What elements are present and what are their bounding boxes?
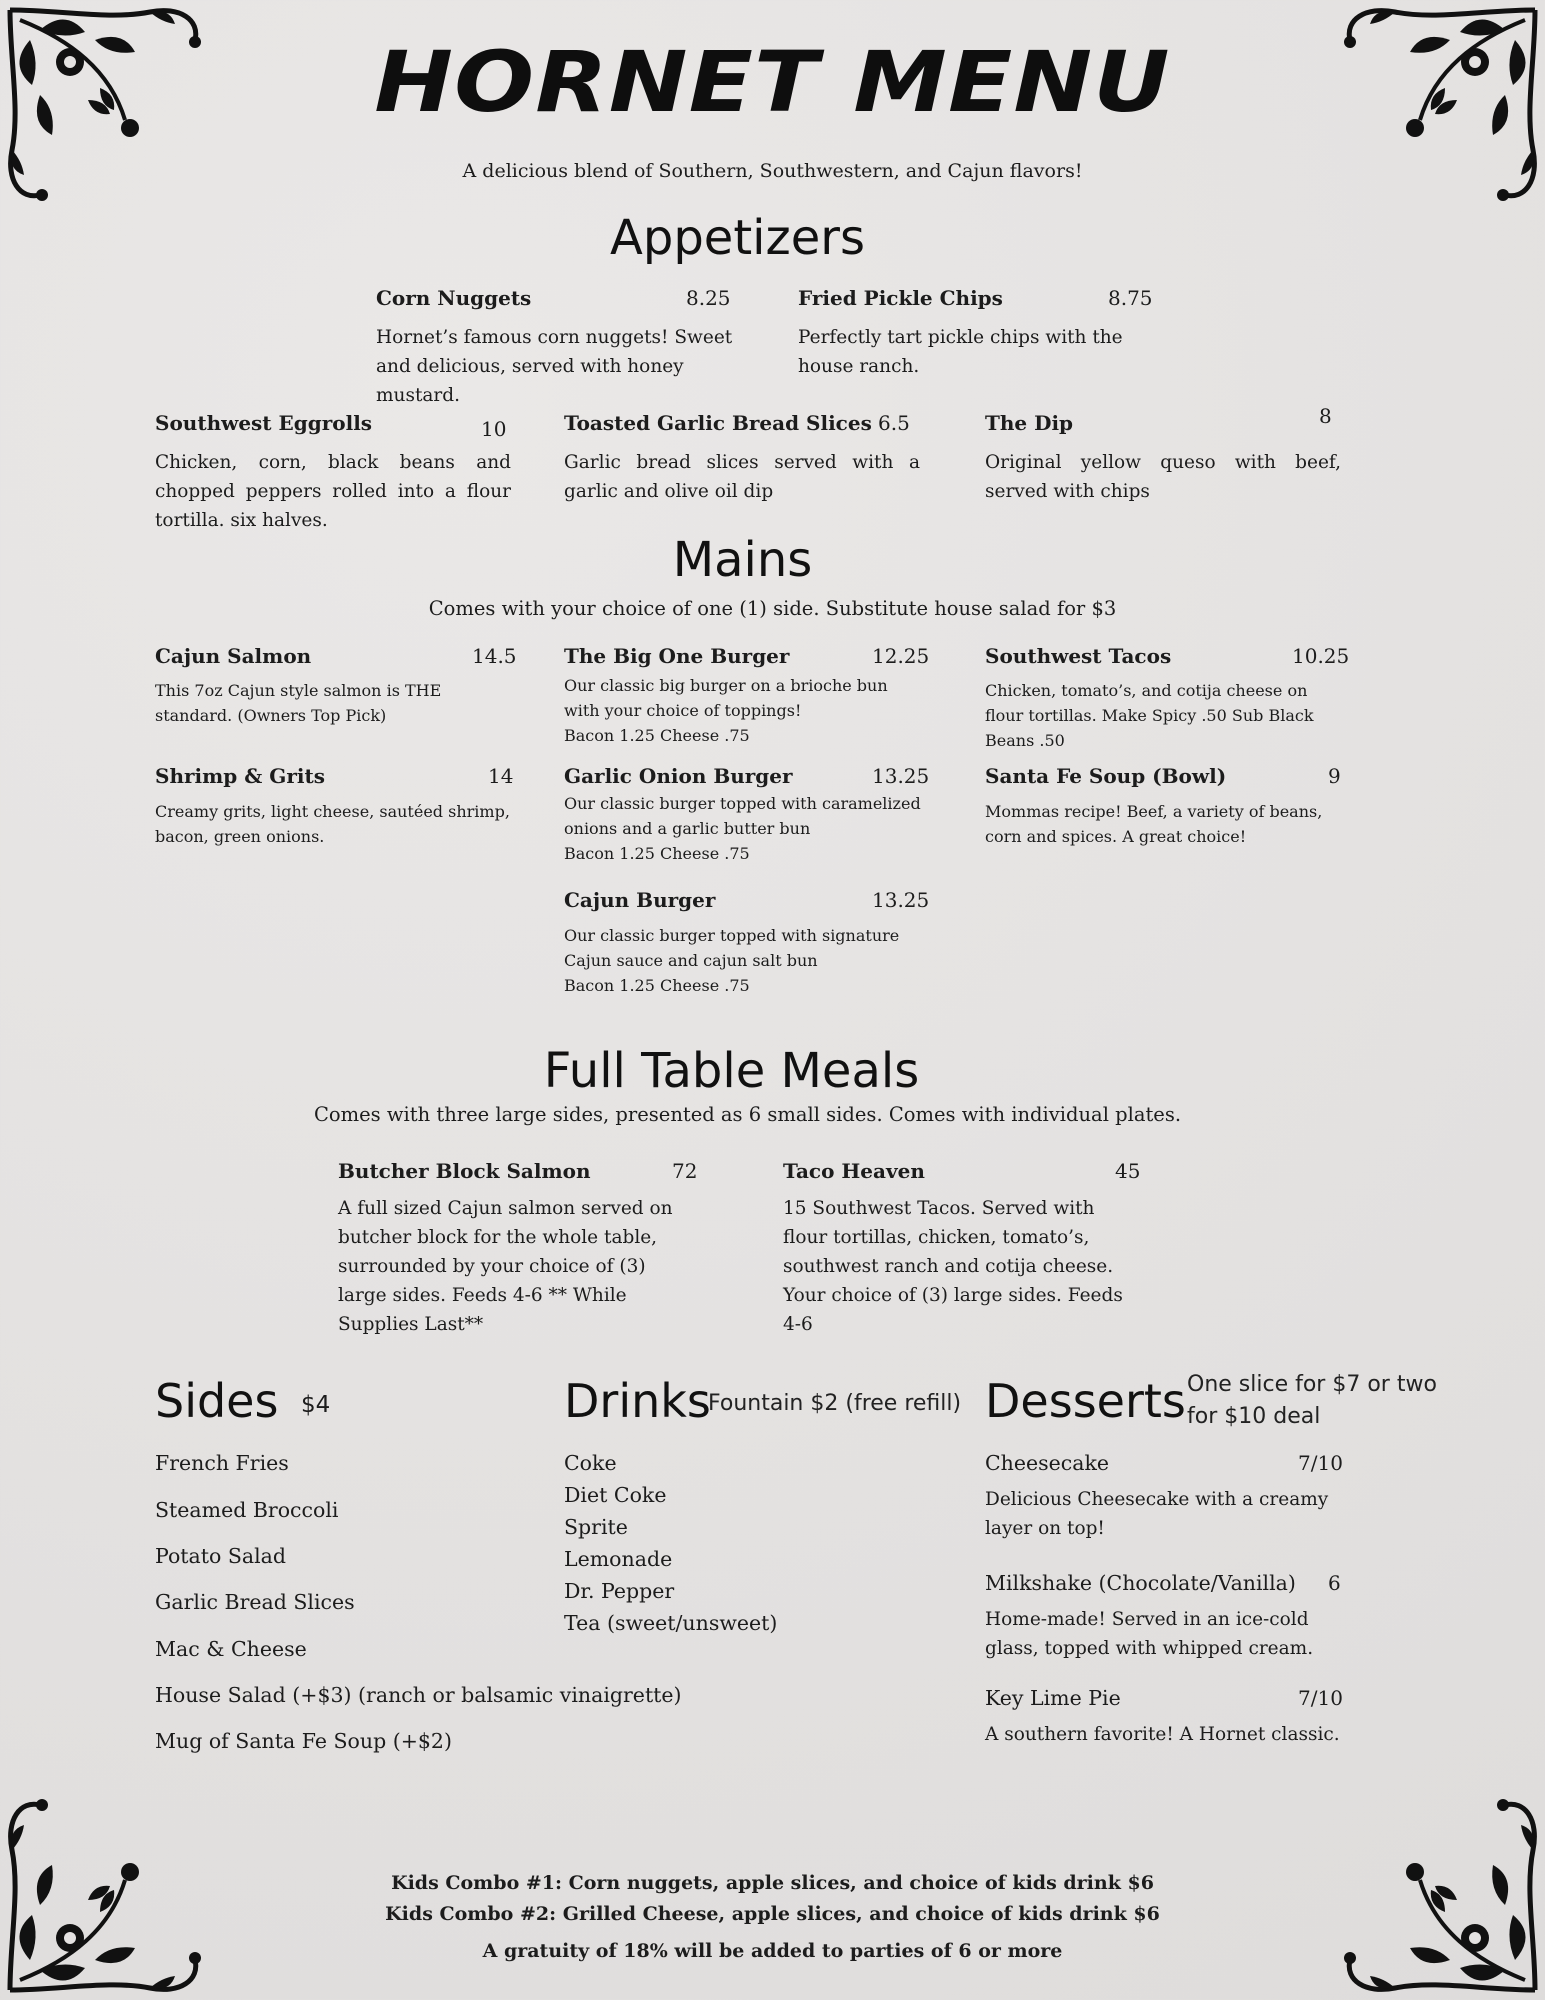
item-name: Key Lime Pie — [985, 1686, 1121, 1710]
side-item: Mac & Cheese — [155, 1637, 307, 1661]
appetizers-heading: Appetizers — [610, 210, 865, 266]
gratuity-note: A gratuity of 18% will be added to parties of 6 or more — [482, 1940, 1063, 1962]
side-item: Mug of Santa Fe Soup (+$2) — [155, 1729, 452, 1753]
item-name: Milkshake (Chocolate/Vanilla) — [985, 1571, 1296, 1595]
drink-item: Dr. Pepper — [564, 1579, 675, 1603]
item-name: Cajun Salmon — [155, 644, 312, 668]
item-price: 72 — [672, 1159, 698, 1183]
item-name: The Dip — [985, 411, 1074, 435]
item-price: 13.25 — [872, 888, 930, 912]
full-table-heading: Full Table Meals — [543, 1043, 920, 1099]
item-description: Chicken, corn, black beans and chopped peppers rolled into a flour tortilla. six halves. — [155, 452, 511, 531]
item-price: 9 — [1328, 764, 1341, 788]
item-description: Hornet’s famous corn nuggets! Sweet and delicious, served with honey mustard. — [376, 327, 733, 406]
sides-price: $4 — [301, 1392, 331, 1418]
full-table-note: Comes with three large sides, presented as 6 small sides. Comes with individual plates. — [313, 1103, 1182, 1126]
item-price: 6.5 — [878, 411, 910, 435]
item-description: A full sized Cajun salmon served on butcher block for the whole table, surrounded by your choice of (3) large sides. Feeds 4-6 ** While Supplies Last** — [338, 1198, 673, 1335]
mains-heading: Mains — [672, 532, 813, 588]
item-price: 6 — [1328, 1571, 1341, 1595]
side-item: House Salad (+$3) (ranch or balsamic vinaigrette) — [155, 1683, 682, 1707]
drink-item: Coke — [564, 1451, 617, 1475]
item-description: Home-made! Served in an ice-cold glass, topped with whipped cream. — [985, 1609, 1314, 1659]
desserts-heading: Desserts — [985, 1374, 1186, 1428]
menu-title: HORNET MENU — [374, 33, 1171, 131]
kids-combo-1: Kids Combo #1: Corn nuggets, apple slices, and choice of kids drink $6 — [391, 1872, 1154, 1894]
drinks-heading: Drinks — [564, 1374, 711, 1428]
item-name: Garlic Onion Burger — [564, 764, 793, 788]
item-name: Cajun Burger — [564, 888, 716, 912]
item-description: This 7oz Cajun style salmon is THE standard. (Owners Top Pick) — [155, 681, 442, 725]
item-description: Our classic burger topped with caramelized onions and a garlic butter bun — [564, 794, 921, 838]
item-description: A southern favorite! A Hornet classic. — [985, 1724, 1340, 1745]
side-item: French Fries — [155, 1451, 289, 1475]
item-price: 7/10 — [1298, 1686, 1343, 1710]
item-description: Mommas recipe! Beef, a variety of beans, corn and spices. A great choice! — [985, 802, 1323, 846]
item-name: Southwest Eggrolls — [155, 411, 373, 435]
item-description: 15 Southwest Tacos. Served with flour tortillas, chicken, tomato’s, southwest ranch and cotija cheese. Your choice of (3) large sides. Feeds 4-6 — [783, 1198, 1123, 1335]
item-price: 14.5 — [472, 644, 517, 668]
item-price: 10 — [481, 417, 507, 441]
side-item: Potato Salad — [155, 1544, 287, 1568]
item-name: Fried Pickle Chips — [798, 286, 1003, 310]
item-price: 8.75 — [1108, 286, 1153, 310]
item-extras: Bacon 1.25 Cheese .75 — [564, 844, 750, 863]
item-description: Delicious Cheesecake with a creamy layer on top! — [985, 1489, 1329, 1539]
item-name: Corn Nuggets — [376, 286, 532, 310]
drink-item: Lemonade — [564, 1547, 673, 1571]
item-description: Our classic burger topped with signature Cajun sauce and cajun salt bun — [564, 926, 900, 970]
item-name: The Big One Burger — [564, 644, 790, 668]
item-name: Shrimp & Grits — [155, 764, 325, 788]
menu-tagline: A delicious blend of Southern, Southwestern, and Cajun flavors! — [462, 160, 1083, 182]
kids-combo-2: Kids Combo #2: Grilled Cheese, apple slices, and choice of kids drink $6 — [385, 1903, 1160, 1925]
item-extras: Bacon 1.25 Cheese .75 — [564, 726, 750, 745]
item-extras: Bacon 1.25 Cheese .75 — [564, 976, 750, 995]
item-name: Taco Heaven — [783, 1159, 925, 1183]
item-price: 13.25 — [872, 764, 930, 788]
item-description: Perfectly tart pickle chips with the house ranch. — [798, 327, 1123, 377]
desserts-note: One slice for $7 or two for $10 deal — [1187, 1372, 1437, 1429]
item-description: Chicken, tomato’s, and cotija cheese on flour tortillas. Make Spicy .50 Sub Black Beans .50 — [985, 681, 1314, 750]
item-name: Toasted Garlic Bread Slices — [564, 411, 872, 435]
drink-item: Sprite — [564, 1515, 628, 1539]
drinks-note: Fountain $2 (free refill) — [708, 1391, 962, 1416]
item-description: Original yellow queso with beef, served with chips — [985, 452, 1341, 502]
item-price: 10.25 — [1292, 644, 1350, 668]
item-description: Creamy grits, light cheese, sautéed shrimp, bacon, green onions. — [155, 802, 510, 846]
item-price: 7/10 — [1298, 1451, 1343, 1475]
item-description: Garlic bread slices served with a garlic and olive oil dip — [564, 452, 920, 502]
item-name: Butcher Block Salmon — [338, 1159, 591, 1183]
drink-item: Tea (sweet/unsweet) — [564, 1611, 778, 1635]
item-description: Our classic big burger on a brioche bun with your choice of toppings! — [564, 676, 888, 720]
item-price: 14 — [488, 764, 514, 788]
mains-note: Comes with your choice of one (1) side. Substitute house salad for $3 — [428, 597, 1117, 620]
item-name: Southwest Tacos — [985, 644, 1172, 668]
item-price: 8.25 — [686, 286, 731, 310]
sides-heading: Sides — [155, 1374, 279, 1428]
drink-item: Diet Coke — [564, 1483, 667, 1507]
item-name: Santa Fe Soup (Bowl) — [985, 764, 1227, 788]
item-price: 45 — [1115, 1159, 1141, 1183]
item-price: 12.25 — [872, 644, 930, 668]
side-item: Steamed Broccoli — [155, 1498, 339, 1522]
item-name: Cheesecake — [985, 1451, 1110, 1475]
side-item: Garlic Bread Slices — [155, 1590, 355, 1614]
item-price: 8 — [1319, 404, 1332, 428]
